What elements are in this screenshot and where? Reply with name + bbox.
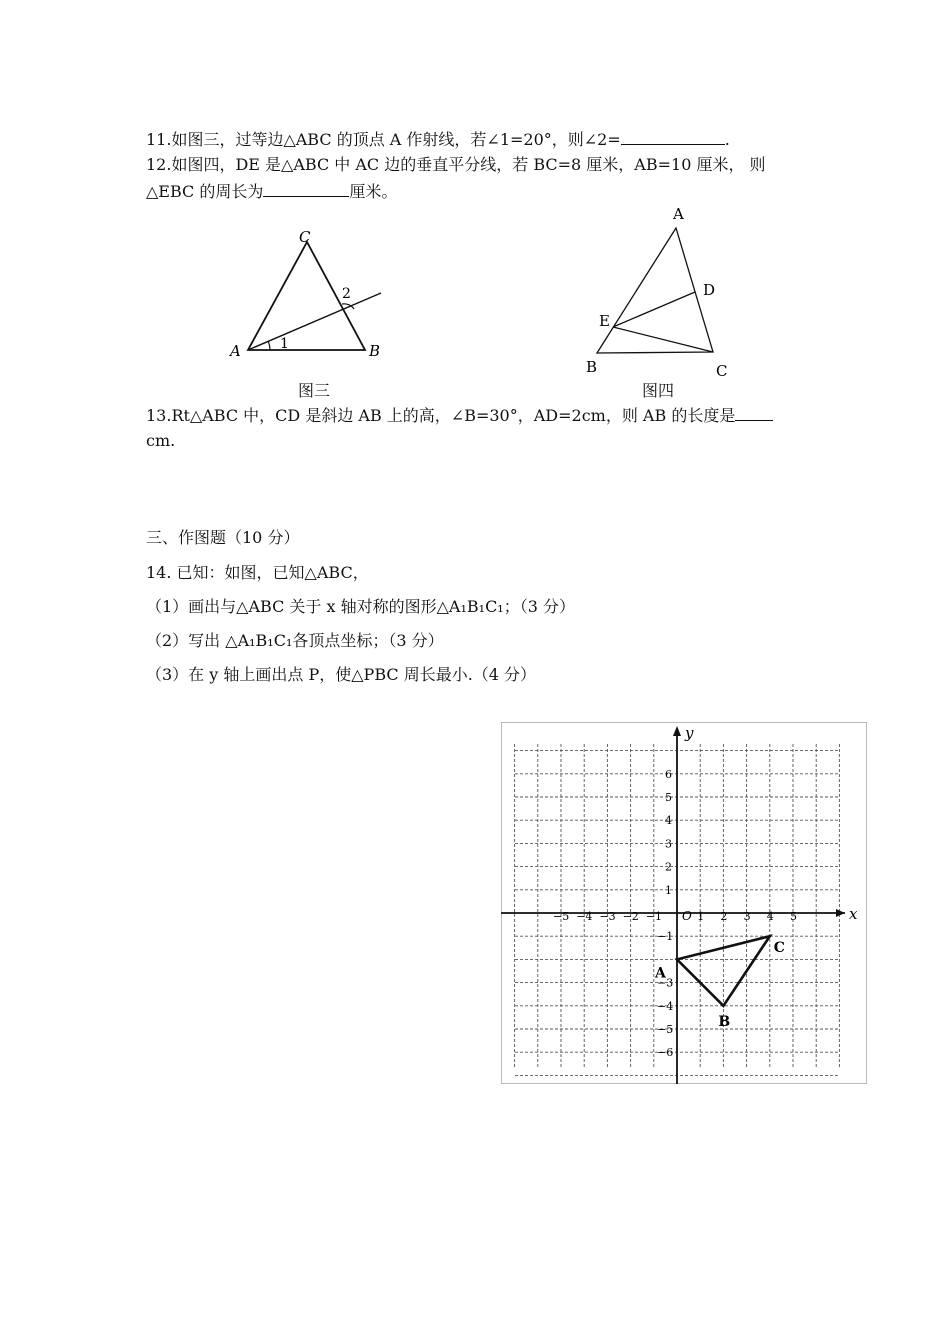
x-axis-label: x <box>849 905 858 923</box>
question-13-line-2: cm. <box>146 431 176 450</box>
y-tick-label: 2 <box>665 860 672 874</box>
question-11-end: . <box>724 130 730 149</box>
fig3-label-a: A <box>230 342 241 360</box>
question-14-part-3: （3）在 y 轴上画出点 P，使△PBC 周长最小.（4 分） <box>146 665 537 684</box>
point-label-c: C <box>773 940 785 957</box>
question-12-line-1: 12.如图四，DE 是△ABC 中 AC 边的垂直平分线，若 BC=8 厘米，AB=10 厘米， 则 <box>146 155 766 174</box>
x-tick-label: 5 <box>790 910 797 923</box>
x-tick-label: −3 <box>599 910 616 923</box>
segment-de <box>613 292 695 327</box>
y-axis-arrow <box>673 726 681 736</box>
y-tick-label: −5 <box>657 1023 674 1036</box>
y-tick-label: 1 <box>665 883 672 897</box>
fig3-angle-2-label: 2 <box>342 286 351 302</box>
angle-1-arc <box>268 341 270 350</box>
question-12-suffix: 厘米。 <box>349 182 398 201</box>
y-tick-label: 4 <box>665 814 672 828</box>
answer-blank-12[interactable] <box>263 181 349 197</box>
question-11 <box>146 129 730 150</box>
fig3-angle-1-label: 1 <box>280 336 289 352</box>
x-axis-arrow <box>836 909 845 917</box>
x-tick-label: 2 <box>720 910 728 923</box>
question-14-intro: 14. 已知：如图，已知△ABC， <box>146 563 369 582</box>
question-14-part-2: （2）写出 △A₁B₁C₁各顶点坐标；（3 分） <box>146 631 444 650</box>
coordinate-grid[interactable] <box>501 722 867 1084</box>
x-tick-label: −1 <box>645 910 663 923</box>
fig4-label-a: A <box>673 205 684 223</box>
fig3-label-b: B <box>369 342 381 360</box>
question-12-prefix: △EBC 的周长为 <box>146 182 264 201</box>
y-tick-label: −1 <box>657 930 674 944</box>
fig4-label-e: E <box>599 312 610 330</box>
x-tick-label: −2 <box>622 910 639 923</box>
answer-blank-13[interactable] <box>735 405 773 421</box>
triangle-abc-fig4 <box>597 228 716 353</box>
x-tick-label: −5 <box>553 910 570 923</box>
question-13-text: 13.Rt△ABC 中，CD 是斜边 AB 上的高，∠B=30°，AD=2cm，则 AB 的长度是 <box>146 406 736 425</box>
fig4-label-d: D <box>703 281 716 299</box>
y-tick-label: 5 <box>665 791 672 804</box>
section-3-title: 三、作图题（10 分） <box>146 528 300 547</box>
figure-4-caption: 图四 <box>642 381 675 400</box>
y-tick-label: −4 <box>657 999 674 1013</box>
fig4-label-c: C <box>716 362 728 380</box>
figure-4 <box>580 200 740 385</box>
question-12-line-2 <box>146 181 397 202</box>
segment-ec <box>613 327 713 352</box>
x-tick-label: −4 <box>576 910 593 923</box>
question-11-text: 11.如图三，过等边△ABC 的顶点 A 作射线，若∠1=20°，则∠2= <box>146 130 621 149</box>
fig4-label-b: B <box>586 358 598 376</box>
y-tick-label: 6 <box>665 767 672 781</box>
point-label-b: B <box>718 1013 731 1030</box>
answer-blank-11[interactable] <box>621 129 725 145</box>
question-13-line-1 <box>146 405 773 426</box>
y-axis-label: y <box>685 724 694 742</box>
fig3-label-c: C <box>299 228 311 246</box>
question-14-part-1: （1）画出与△ABC 关于 x 轴对称的图形△A₁B₁C₁；（3 分） <box>146 597 575 616</box>
point-label-a: A <box>655 965 666 982</box>
x-tick-label: 3 <box>743 910 751 923</box>
x-tick-label: 4 <box>766 910 774 923</box>
y-tick-label: −3 <box>657 976 674 990</box>
figure-3-caption: 图三 <box>298 381 331 400</box>
y-tick-label: 3 <box>665 837 672 851</box>
figure-3 <box>220 225 400 365</box>
origin-label: O <box>682 909 692 923</box>
x-tick-label: 1 <box>697 910 705 923</box>
y-tick-label: −6 <box>657 1046 674 1060</box>
